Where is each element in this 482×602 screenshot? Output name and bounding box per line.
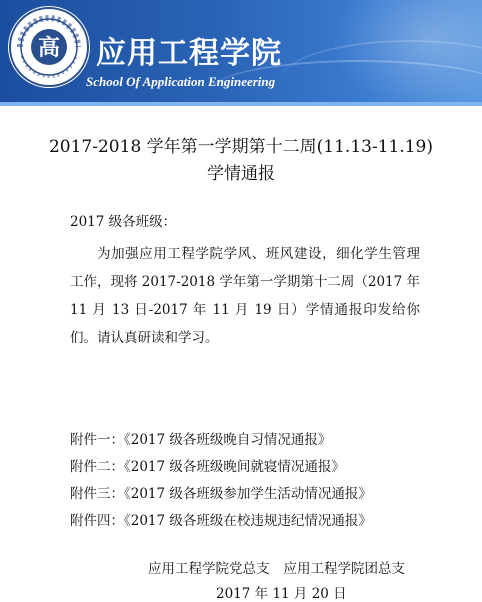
- seal-center-char: 高: [37, 36, 61, 61]
- issue-date: 2017 年 11 月 20 日: [216, 586, 347, 602]
- school-name-en: School Of Application Engineering: [86, 74, 276, 89]
- document-title: 2017-2018 学年第一学期第十二周(11.13-11.19): [48, 137, 434, 157]
- banner-bottom-line: [0, 102, 482, 106]
- body-paragraph: 为加强应用工程学院学风、班风建设，细化学生管理工作，现将 2017-2018 学年第一学期第十二周（2017 年 11 月 13 日-2017 年 11 月 19 日）学情通报印发给你们。请认真研读和学习。: [70, 246, 421, 346]
- signatory-party-branch: 应用工程学院党总支: [148, 561, 270, 577]
- signatories: [148, 557, 405, 577]
- salutation: 2017 级各班级：: [70, 214, 177, 230]
- school-name-cn: 应用工程学院: [96, 36, 282, 71]
- signatory-youth-league: 应用工程学院团总支: [283, 561, 405, 577]
- attachment-1: 附件一：《2017 级各班级晚自习情况通报》: [70, 432, 332, 448]
- school-seal-logo: [6, 4, 92, 90]
- attachment-3: 附件三：《2017 级各班级参加学生活动情况通报》: [70, 486, 372, 502]
- attachment-4: 附件四：《2017 级各班级在校违规违纪情况通报》: [70, 513, 372, 529]
- attachment-2: 附件二：《2017 级各班级晚间就寝情况通报》: [70, 459, 345, 475]
- banner-wave: [280, 40, 482, 106]
- document-subtitle: 学情通报: [207, 164, 275, 184]
- header-banner: [0, 0, 482, 106]
